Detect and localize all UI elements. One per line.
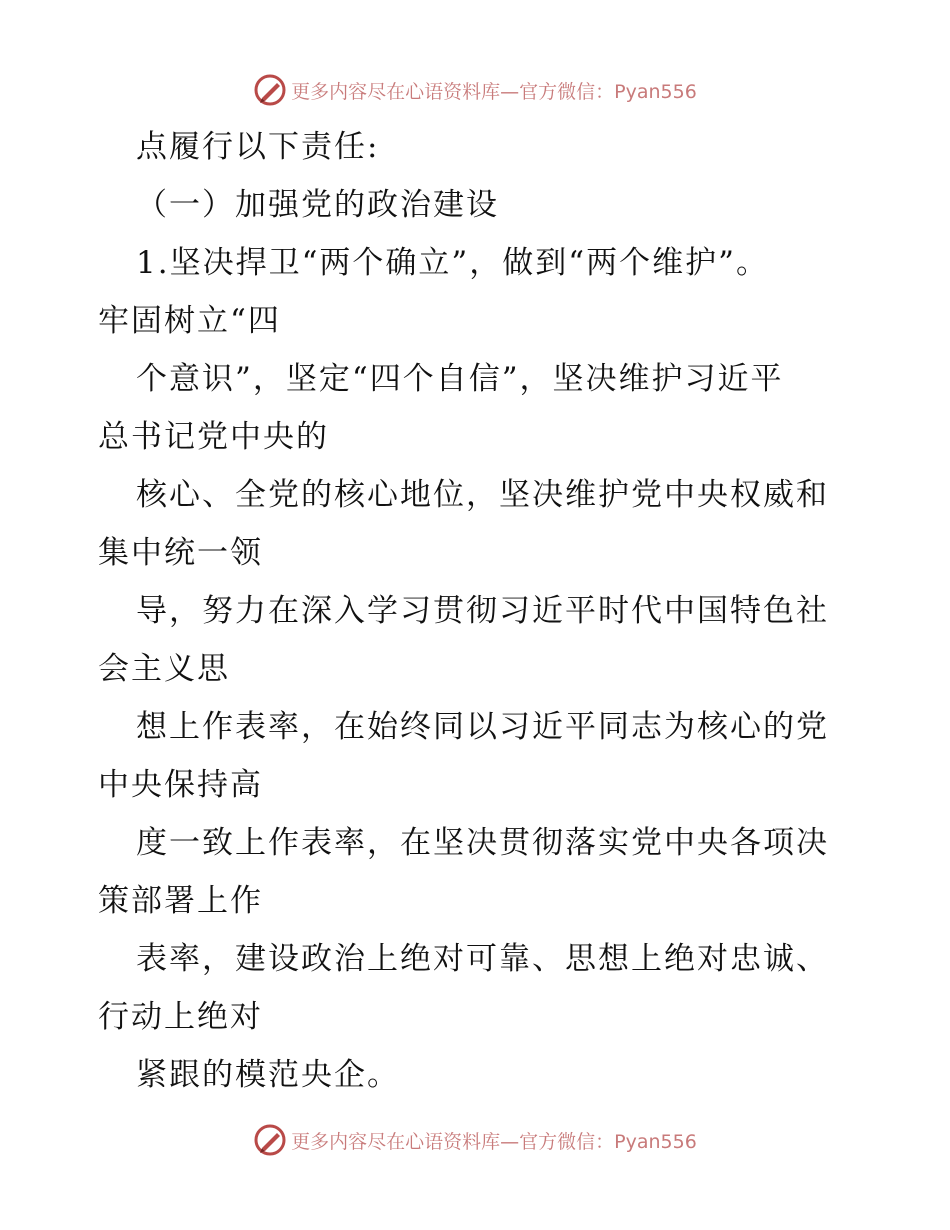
pen-logo-icon	[253, 73, 287, 107]
header-watermark-text: 更多内容尽在心语资料库—官方微信：Pyan556	[291, 80, 697, 103]
header-watermark	[0, 70, 950, 110]
section-heading: （一）加强党的政治建设	[136, 187, 499, 223]
text-line: 总书记党中央的	[98, 419, 329, 455]
text-line: 导，努力在深入学习贯彻习近平时代中国特色社	[136, 593, 829, 629]
text-line: 中央保持高	[98, 767, 263, 803]
text-line: 牢固树立“四	[98, 303, 281, 339]
document-body	[98, 118, 858, 1104]
text-line: 点履行以下责任:	[136, 129, 380, 165]
footer-watermark-text: 更多内容尽在心语资料库—官方微信：Pyan556	[291, 1130, 697, 1153]
text-line: 核心、全党的核心地位，坚决维护党中央权威和	[136, 477, 829, 513]
pen-logo-icon	[253, 1123, 287, 1157]
text-line: 表率，建设政治上绝对可靠、思想上绝对忠诚、	[136, 941, 829, 977]
text-line: 想上作表率，在始终同以习近平同志为核心的党	[136, 709, 829, 745]
text-line: 集中统一领	[98, 535, 263, 571]
footer-watermark	[0, 1120, 950, 1160]
text-line: 策部署上作	[98, 883, 263, 919]
text-line: 1.坚决捍卫“两个确立”，做到“两个维护”。	[136, 245, 769, 281]
text-line: 会主义思	[98, 651, 230, 687]
text-line: 行动上绝对	[98, 999, 263, 1035]
text-line: 度一致上作表率，在坚决贯彻落实党中央各项决	[136, 825, 829, 861]
text-line: 个意识”，坚定“四个自信”，坚决维护习近平	[136, 361, 784, 397]
text-line: 紧跟的模范央企。	[136, 1057, 400, 1093]
